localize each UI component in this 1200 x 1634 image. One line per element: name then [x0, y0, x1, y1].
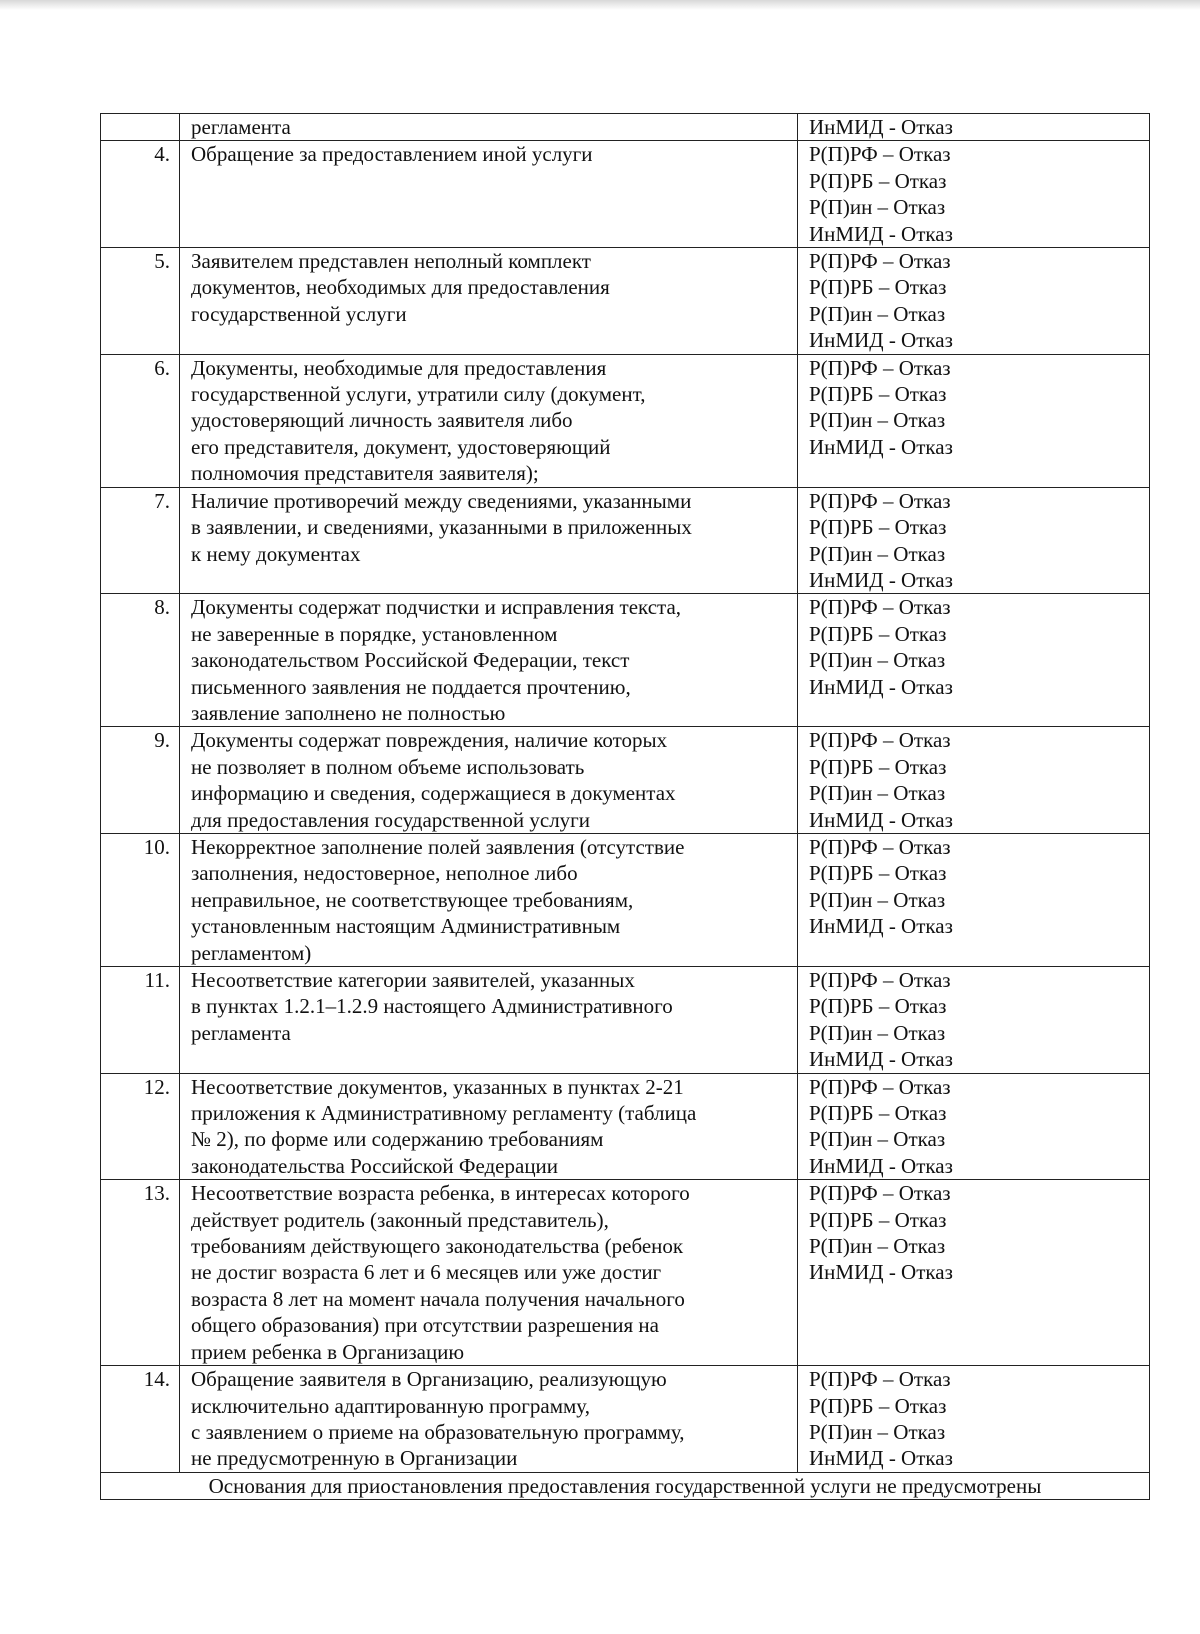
row-result-cell — [798, 354, 1150, 487]
row-text-line: № 2), по форме или содержанию требованиям — [191, 1127, 604, 1152]
row-result-line: Р(П)ин – Отказ — [809, 1020, 946, 1045]
row-text-line: с заявлением о приеме на образовательную программу, — [191, 1419, 685, 1444]
row-result-line: ИнМИД - Отказ — [809, 807, 953, 832]
row-result-line: Р(П)ин – Отказ — [809, 781, 946, 806]
row-text-line: письменного заявления не поддается прочтению, — [191, 674, 631, 699]
table-row — [101, 1180, 1150, 1366]
row-text-line: не заверенные в порядке, установленном — [191, 621, 558, 646]
row-result-line: ИнМИД - Отказ — [809, 115, 953, 139]
row-text-line: приложения к Административному регламенту (таблица — [191, 1101, 697, 1126]
suspension-grounds-note: Основания для приостановления предоставления государственной услуги не предусмотрены — [101, 1472, 1150, 1499]
row-text-line: государственной услуги, утратили силу (документ, — [191, 382, 646, 407]
row-number-cell: 12. — [101, 1073, 180, 1180]
row-result-line: Р(П)РФ – Отказ — [809, 355, 951, 380]
row-text-line: Несоответствие категории заявителей, указанных — [191, 968, 635, 992]
refusal-grounds-table — [100, 113, 1150, 1500]
row-number-cell: 7. — [101, 487, 180, 594]
row-number-cell: 4. — [101, 141, 180, 248]
row-text-line: не позволяет в полном объеме использовать — [191, 754, 585, 779]
row-result-cell — [798, 1180, 1150, 1366]
row-result-line: ИнМИД - Отказ — [809, 1153, 953, 1178]
row-result-line: ИнМИД - Отказ — [809, 674, 953, 699]
row-text-line: прием ребенка в Организацию — [191, 1339, 465, 1364]
row-result-line: Р(П)РБ – Отказ — [809, 1207, 947, 1232]
table-body — [101, 114, 1150, 1500]
row-result-cell — [798, 141, 1150, 248]
scan-edge-shadow — [0, 0, 1200, 10]
row-text-cell — [180, 1366, 798, 1473]
row-text-line: законодательством Российской Федерации, текст — [191, 648, 630, 673]
table-row — [101, 833, 1150, 966]
table-row — [101, 487, 1150, 594]
row-result-line: Р(П)ин – Отказ — [809, 541, 946, 566]
row-number-cell: 6. — [101, 354, 180, 487]
row-number-cell: 9. — [101, 727, 180, 834]
row-result-line: Р(П)РБ – Отказ — [809, 1101, 947, 1126]
row-text-cell — [180, 248, 798, 355]
row-text-line: Несоответствие документов, указанных в пунктах 2-21 — [191, 1074, 684, 1099]
row-text-cell — [180, 1180, 798, 1366]
row-text-line: Документы содержат повреждения, наличие которых — [191, 728, 668, 753]
row-text-line: действует родитель (законный представитель), — [191, 1207, 609, 1232]
row-result-cell — [798, 1366, 1150, 1473]
row-text-line: регламента — [191, 115, 291, 139]
table-row — [101, 967, 1150, 1074]
row-result-line: ИнМИД - Отказ — [809, 221, 953, 246]
row-text-line: для предоставления государственной услуги — [191, 807, 591, 832]
row-number-cell: 11. — [101, 967, 180, 1074]
row-text-line: исключительно адаптированную программу, — [191, 1393, 590, 1418]
row-text-line: Наличие противоречий между сведениями, указанными — [191, 488, 692, 513]
row-text-line: Обращение заявителя в Организацию, реализующую — [191, 1367, 667, 1392]
row-result-cell — [798, 967, 1150, 1074]
row-text-line: Заявителем представлен неполный комплект — [191, 249, 591, 274]
row-text-line: возраста 8 лет на момент начала получения начального — [191, 1286, 685, 1311]
table-row — [101, 727, 1150, 834]
table-row — [101, 248, 1150, 355]
row-text-cell — [180, 114, 798, 141]
row-text-line: не достиг возраста 6 лет и 6 месяцев или уже достиг — [191, 1260, 662, 1285]
row-result-line: Р(П)ин – Отказ — [809, 408, 946, 433]
row-result-line: Р(П)РБ – Отказ — [809, 754, 947, 779]
row-text-line: регламента — [191, 1020, 291, 1045]
row-text-line: заполнения, недостоверное, неполное либо — [191, 861, 578, 886]
row-result-cell — [798, 248, 1150, 355]
row-result-line: Р(П)РБ – Отказ — [809, 382, 947, 407]
row-result-line: Р(П)ин – Отказ — [809, 301, 946, 326]
row-result-cell — [798, 1073, 1150, 1180]
table-row — [101, 354, 1150, 487]
row-text-line: законодательства Российской Федерации — [191, 1153, 559, 1178]
row-text-cell — [180, 354, 798, 487]
row-number-cell: 13. — [101, 1180, 180, 1366]
row-text-cell — [180, 727, 798, 834]
row-text-cell — [180, 967, 798, 1074]
row-result-line: Р(П)ин – Отказ — [809, 1419, 946, 1444]
row-text-cell — [180, 1073, 798, 1180]
row-result-line: Р(П)РБ – Отказ — [809, 275, 947, 300]
row-text-line: Несоответствие возраста ребенка, в интересах которого — [191, 1181, 690, 1206]
row-result-line: Р(П)РБ – Отказ — [809, 994, 947, 1019]
row-text-line: Документы содержат подчистки и исправления текста, — [191, 595, 682, 620]
row-text-line: заявление заполнено не полностью — [191, 700, 506, 725]
row-text-line: Обращение за предоставлением иной услуги — [191, 142, 593, 167]
table-row — [101, 1366, 1150, 1473]
row-result-line: Р(П)РФ – Отказ — [809, 595, 951, 620]
row-result-line: Р(П)РФ – Отказ — [809, 142, 951, 167]
row-text-line: в заявлении, и сведениями, указанными в приложенных — [191, 515, 692, 540]
row-text-line: требованиям действующего законодательства (ребенок — [191, 1234, 684, 1259]
row-result-line: Р(П)РБ – Отказ — [809, 861, 947, 886]
row-text-line: к нему документах — [191, 541, 361, 566]
row-result-line: Р(П)ин – Отказ — [809, 1127, 946, 1152]
row-text-line: в пунктах 1.2.1–1.2.9 настоящего Административного — [191, 994, 673, 1019]
row-number-cell: 14. — [101, 1366, 180, 1473]
table-row-continuation — [101, 114, 1150, 141]
row-result-line: Р(П)ин – Отказ — [809, 887, 946, 912]
row-text-cell — [180, 594, 798, 727]
row-number-cell: 8. — [101, 594, 180, 727]
row-number-cell — [101, 114, 180, 141]
row-result-line: ИнМИД - Отказ — [809, 434, 953, 459]
row-result-cell — [798, 727, 1150, 834]
row-text-line: общего образования) при отсутствии разрешения на — [191, 1313, 659, 1338]
row-result-line: Р(П)РБ – Отказ — [809, 168, 947, 193]
row-result-cell — [798, 487, 1150, 594]
table-row — [101, 594, 1150, 727]
table-footer-row — [101, 1472, 1150, 1499]
row-result-line: ИнМИД - Отказ — [809, 1446, 953, 1471]
row-result-cell — [798, 114, 1150, 141]
row-text-line: Некорректное заполнение полей заявления (отсутствие — [191, 834, 685, 859]
row-text-line: информацию и сведения, содержащиеся в документах — [191, 781, 676, 806]
row-result-line: Р(П)ин – Отказ — [809, 648, 946, 673]
row-text-line: документов, необходимых для предоставления — [191, 275, 610, 300]
row-result-line: ИнМИД - Отказ — [809, 1047, 953, 1072]
row-result-line: Р(П)ин – Отказ — [809, 1234, 946, 1259]
row-text-cell — [180, 833, 798, 966]
row-text-line: полномочия представителя заявителя); — [191, 461, 539, 486]
row-result-line: Р(П)РФ – Отказ — [809, 1181, 951, 1206]
row-result-line: Р(П)РФ – Отказ — [809, 488, 951, 513]
row-result-line: Р(П)РФ – Отказ — [809, 249, 951, 274]
row-result-line: Р(П)РФ – Отказ — [809, 834, 951, 859]
row-text-line: удостоверяющий личность заявителя либо — [191, 408, 573, 433]
row-result-cell — [798, 594, 1150, 727]
row-text-line: государственной услуги — [191, 301, 407, 326]
row-result-line: Р(П)РБ – Отказ — [809, 1393, 947, 1418]
table-row — [101, 1073, 1150, 1180]
row-result-line: Р(П)РФ – Отказ — [809, 728, 951, 753]
row-result-line: Р(П)ин – Отказ — [809, 195, 946, 220]
row-text-line: неправильное, не соответствующее требованиям, — [191, 887, 634, 912]
row-text-cell — [180, 487, 798, 594]
row-result-line: ИнМИД - Отказ — [809, 1260, 953, 1285]
row-result-line: ИнМИД - Отказ — [809, 567, 953, 592]
row-result-line: Р(П)РБ – Отказ — [809, 621, 947, 646]
row-result-line: Р(П)РФ – Отказ — [809, 1367, 951, 1392]
row-text-line: Документы, необходимые для предоставления — [191, 355, 607, 380]
row-result-line: ИнМИД - Отказ — [809, 914, 953, 939]
row-result-cell — [798, 833, 1150, 966]
row-result-line: ИнМИД - Отказ — [809, 328, 953, 353]
row-text-line: регламентом) — [191, 940, 312, 965]
row-text-cell — [180, 141, 798, 248]
row-text-line: не предусмотренную в Организации — [191, 1446, 518, 1471]
row-number-cell: 5. — [101, 248, 180, 355]
table-row — [101, 141, 1150, 248]
row-result-line: Р(П)РФ – Отказ — [809, 968, 951, 992]
row-result-line: Р(П)РФ – Отказ — [809, 1074, 951, 1099]
row-result-line: Р(П)РБ – Отказ — [809, 515, 947, 540]
row-text-line: его представителя, документ, удостоверяющий — [191, 434, 611, 459]
row-text-line: установленным настоящим Административным — [191, 914, 621, 939]
row-number-cell: 10. — [101, 833, 180, 966]
